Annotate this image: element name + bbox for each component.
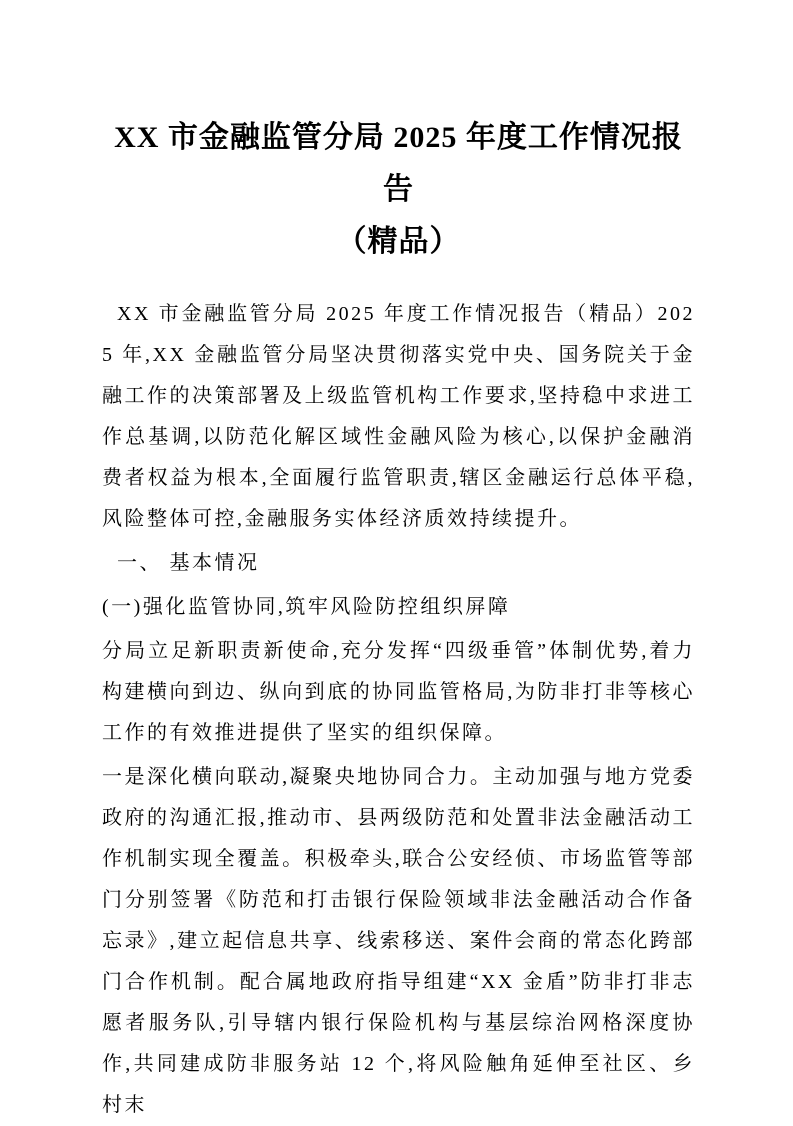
document-title: [102, 112, 695, 268]
document-title-line2: （精品）: [336, 225, 461, 258]
paragraph: XX 市金融监管分局 2025 年度工作情况报告（精品）2025 年,XX 金融监管分局坚决贯彻落实党中央、国务院关于金融工作的决策部署及上级监管机构工作要求,坚持稳中求进工作总基调,以防范化解区域性金融风险为核心,以保护金融消费者权益为根本,全面履行监管职责,辖区金融运行总体平稳,风险整体可控,金融服务实体经济质效持续提升。: [102, 303, 695, 530]
document-body: [102, 294, 695, 1126]
paragraph: (一)强化监管协同,筑牢风险防控组织屏障: [102, 596, 511, 618]
document-title-line1: XX 市金融监管分局 2025 年度工作情况报告: [114, 121, 683, 206]
paragraph: 分局立足新职责新使命,充分发挥“四级垂管”体制优势,着力构建横向到边、纵向到底的协同监管格局,为防非打非等核心工作的有效推进提供了坚实的组织保障。: [102, 640, 695, 744]
paragraph: 一、 基本情况: [117, 552, 260, 574]
paragraph: 一是深化横向联动,凝聚央地协同合力。主动加强与地方党委政府的沟通汇报,推动市、县两级防范和处置非法金融活动工作机制实现全覆盖。积极牵头,联合公安经侦、市场监管等部门分别签署《防范和打击银行保险领域非法金融活动合作备忘录》,建立起信息共享、线索移送、案件会商的常态化跨部门合作机制。配合属地政府指导组建“XX 金盾”防非打非志愿者服务队,引导辖内银行保险机构与基层综治网格深度协作,共同建成防非服务站 12 个,将风险触角延伸至社区、乡村末: [102, 766, 695, 1116]
